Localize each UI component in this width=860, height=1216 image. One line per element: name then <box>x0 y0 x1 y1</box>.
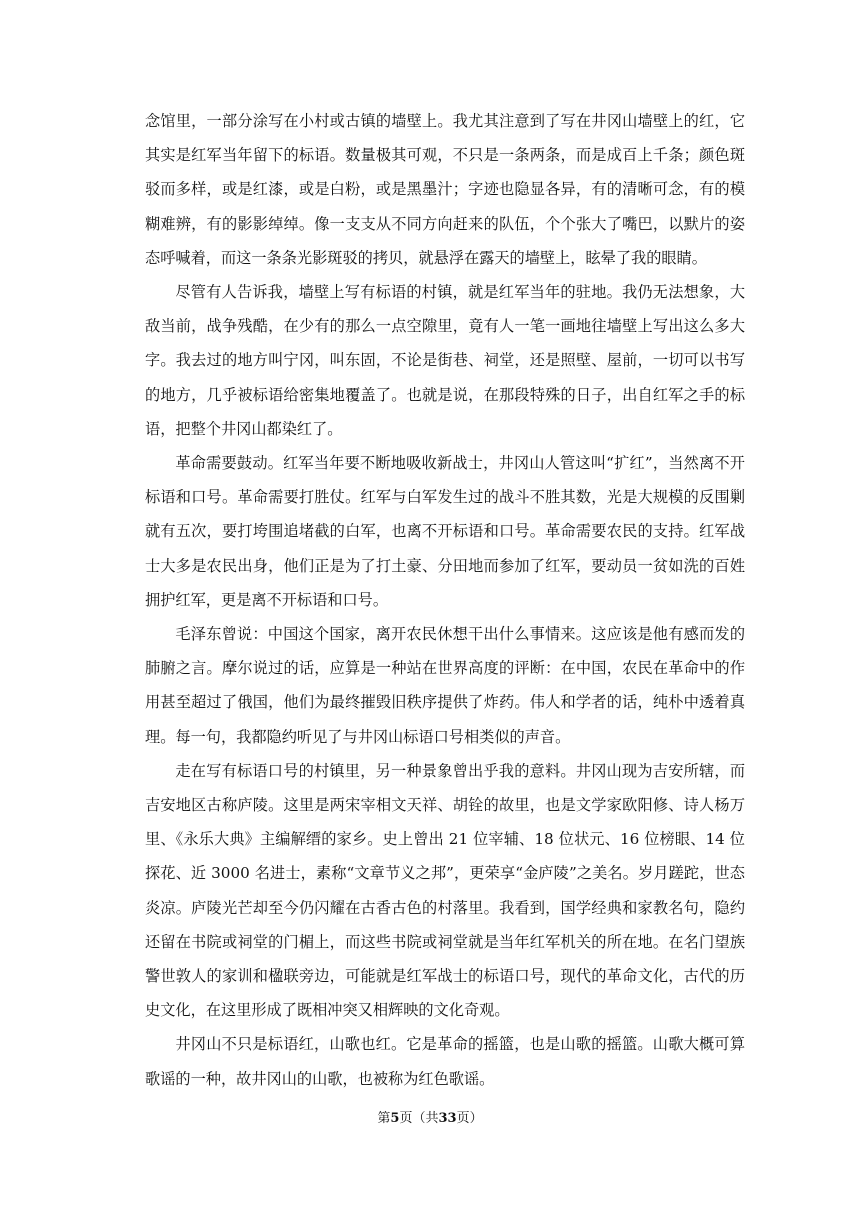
paragraph-1: 念馆里，一部分涂写在小村或古镇的墙壁上。我尤其注意到了写在井冈山墙壁上的红，它其实是红军当年留下的标语。数量极其可观，不只是一条两条，而是成百上千条；颜色斑驳而多样，或是红漆，或是白粉，或是黑墨汁；字迹也隐显各异，有的清晰可念，有的模糊难辨，有的影影绰绰。像一支支从不同方向赶来的队伍，个个张大了嘴巴，以默片的姿态呼喊着，而这一条条光影斑驳的拷贝，就悬浮在露天的墙壁上，眩晕了我的眼睛。 <box>145 112 745 267</box>
paragraph-3: 革命需要鼓动。红军当年要不断地吸收新战士，井冈山人管这叫“扩红”，当然离不开标语和口号。革命需要打胜仗。红军与白军发生过的战斗不胜其数，光是大规模的反围剿就有五次，要打垮围追堵截的白军，也离不开标语和口号。革命需要农民的支持。红军战士大多是农民出身，他们正是为了打土豪、分田地而参加了红军，要动员一贫如洗的百姓拥护红军，更是离不开标语和口号。 <box>145 454 745 609</box>
footer-suffix: 页） <box>456 1111 483 1126</box>
footer-total-pages: 33 <box>438 1111 457 1126</box>
page-footer <box>0 1109 860 1129</box>
footer-middle: 页（共 <box>399 1111 439 1126</box>
footer-page-number: 5 <box>390 1111 400 1126</box>
paragraph-6: 井冈山不只是标语红，山歌也红。它是革命的摇篮，也是山歌的摇篮。山歌大概可算歌谣的一种，故井冈山的山歌，也被称为红色歌谣。 <box>145 1035 745 1088</box>
paragraph-2: 尽管有人告诉我，墙壁上写有标语的村镇，就是红军当年的驻地。我仍无法想象，大敌当前，战争残酷，在少有的那么一点空隙里，竟有人一笔一画地往墙壁上写出这么多大字。我去过的地方叫宁冈，叫东固，不论是街巷、祠堂，还是照壁、屋前，一切可以书写的地方，几乎被标语给密集地覆盖了。也就是说，在那段特殊的日子，出自红军之手的标语，把整个井冈山都染红了。 <box>145 283 745 438</box>
paragraph-4: 毛泽东曾说：中国这个国家，离开农民休想干出什么事情来。这应该是他有感而发的肺腑之言。摩尔说过的话，应算是一种站在世界高度的评断：在中国，农民在革命中的作用甚至超过了俄国，他们为最终摧毁旧秩序提供了炸药。伟人和学者的话，纯朴中透着真理。每一句，我都隐约听见了与井冈山标语口号相类似的声音。 <box>145 625 745 746</box>
paragraph-5: 走在写有标语口号的村镇里，另一种景象曾出乎我的意料。井冈山现为吉安所辖，而吉安地区古称庐陵。这里是两宋宰相文天祥、胡铨的故里，也是文学家欧阳修、诗人杨万里、《永乐大典》主编解缙的家乡。史上曾出 21 位宰辅、18 位状元、16 位榜眼、14 位探花、近 3000 名进士，素称“文章节义之邦”，更荣享“金庐陵”之美名。岁月蹉跎，世态炎凉。庐陵光芒却至今仍闪耀在古香古色的村落里。我看到，国学经典和家教名句，隐约还留在书院或祠堂的门楣上，而这些书院或祠堂就是当年红军机关的所在地。在名门望族警世敦人的家训和楹联旁边，可能就是红军战士的标语口号，现代的革命文化，古代的历史文化，在这里形成了既相冲突又相辉映的文化奇观。 <box>145 761 745 1020</box>
document-body <box>145 104 745 1096</box>
footer-prefix: 第 <box>377 1111 391 1126</box>
